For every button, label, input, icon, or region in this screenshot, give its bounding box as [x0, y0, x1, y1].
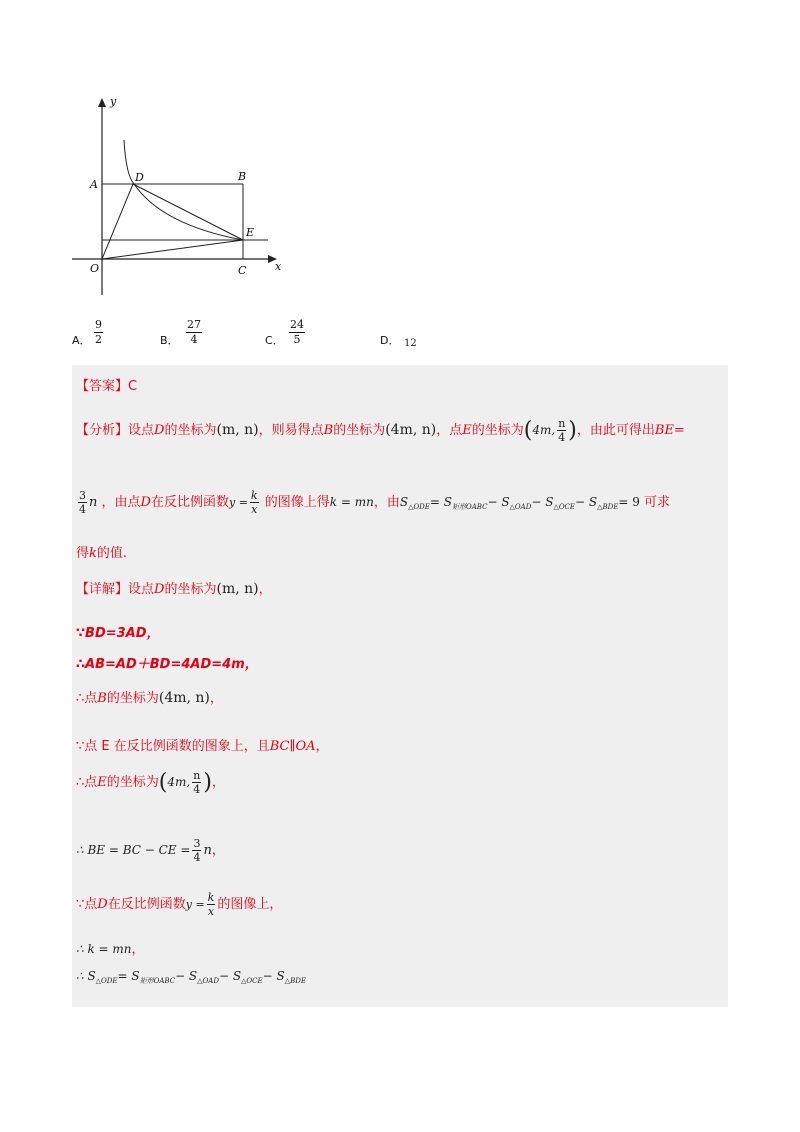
solution-panel: [72, 365, 728, 1007]
coord-e-prefix: 4m,: [532, 423, 556, 437]
answer-tag: 【答案】: [76, 379, 129, 394]
detail-line-1: [76, 578, 272, 597]
numerator: 3: [79, 489, 86, 502]
subscript: △OAD: [509, 503, 532, 511]
answer-choices: [72, 318, 492, 358]
point-b: B: [97, 691, 107, 706]
label-c: C: [238, 264, 247, 277]
analysis-tag: 【分析】: [76, 423, 129, 438]
denominator: 4: [558, 431, 566, 444]
point-d: D: [154, 582, 165, 597]
numerator: n: [193, 769, 201, 782]
detail-line-4: [76, 687, 223, 706]
k-equation: ∴ k = mn: [76, 942, 132, 956]
text: 的值.: [96, 546, 128, 561]
be-fraction: [192, 837, 201, 864]
coordinate-diagram: [62, 90, 292, 305]
detail-line-6: [76, 767, 225, 798]
subscript: 矩形OABC: [452, 503, 488, 511]
y-axis-arrow: [98, 98, 106, 107]
denominator: x: [207, 905, 215, 918]
subscript: △ODE: [95, 977, 118, 985]
be-fraction: [78, 489, 87, 516]
area-symbol: − S: [575, 495, 598, 509]
text: 在反比例函数: [150, 495, 229, 510]
area-symbol: − S: [531, 495, 554, 509]
detail-line-2: ∵BD=3AD，: [76, 626, 160, 641]
var-k: k: [89, 546, 97, 561]
choice-fraction: [289, 318, 305, 347]
area-symbol: − S: [175, 969, 198, 983]
hyperbola-curve: [124, 140, 243, 240]
text: ，点: [436, 423, 463, 438]
answer-line: [76, 375, 137, 394]
text: 的坐标为: [333, 423, 386, 438]
numerator: k: [250, 489, 258, 502]
paren-close: ): [568, 418, 577, 443]
label-x: x: [275, 260, 282, 273]
paren-open: (: [158, 770, 168, 795]
text: 的坐标为: [164, 423, 217, 438]
denominator: 4: [193, 851, 201, 864]
point-d: D: [154, 423, 165, 438]
subscript: △BDE: [597, 503, 619, 511]
text: ∵点: [76, 897, 98, 912]
analysis-line-2: [76, 487, 670, 522]
text: ∴点: [76, 775, 98, 790]
denominator: 5: [289, 332, 305, 347]
point-e: E: [462, 423, 472, 438]
area-value: = 9: [618, 495, 640, 509]
area-symbol: − S: [262, 969, 285, 983]
coord-b: (4m, n): [158, 690, 210, 706]
numerator: 9: [95, 318, 102, 331]
numerator: 24: [290, 318, 304, 331]
choice-fraction: [186, 318, 202, 347]
choice-letter: B．: [160, 334, 179, 347]
numerator: 27: [187, 318, 201, 331]
numerator: n: [558, 417, 566, 430]
choice-letter: C．: [265, 334, 284, 347]
point-d: D: [97, 897, 108, 912]
text: 的图像上，: [217, 897, 283, 912]
paren-open: (: [523, 418, 533, 443]
line-oe: [102, 240, 243, 259]
text: 设点: [128, 582, 155, 597]
denominator: 4: [79, 503, 86, 516]
text: ，: [258, 582, 272, 597]
text: 可求: [644, 495, 671, 510]
subscript: △BDE: [284, 977, 306, 985]
text: ，: [211, 775, 225, 790]
subscript: △ODE: [408, 503, 430, 511]
area-symbol: − S: [218, 969, 242, 983]
text: 在反比例函数: [107, 897, 186, 912]
analysis-line-3: [76, 542, 127, 561]
label-a: A: [90, 178, 98, 191]
coord-d: (m, n): [216, 422, 259, 438]
be-label: BE=: [654, 423, 685, 438]
answer-value: C: [128, 379, 138, 394]
choice-fraction: [94, 318, 103, 347]
denominator: 4: [186, 332, 202, 347]
coord-e-fraction: [557, 417, 566, 444]
choice-letter: A．: [72, 334, 91, 347]
text: 设点: [128, 423, 155, 438]
text: 的图像上得: [264, 495, 330, 510]
subscript: △OAD: [197, 977, 219, 985]
text: 的坐标为: [106, 691, 159, 706]
label-y: y: [110, 95, 117, 108]
choice-letter: D．: [380, 334, 400, 347]
numerator: 3: [193, 837, 201, 850]
k-equation: k = mn: [329, 495, 374, 509]
line-od: [102, 184, 133, 259]
analysis-line-1: [76, 417, 685, 444]
label-e: E: [246, 226, 255, 239]
label-o: O: [90, 262, 100, 275]
geometry-figure: [62, 90, 292, 305]
denominator: 2: [95, 333, 102, 346]
line-de: [133, 184, 243, 240]
coord-d: (m, n): [216, 581, 259, 597]
text: ，由: [373, 495, 400, 510]
point-d: D: [140, 495, 151, 510]
text: ∴点: [76, 691, 98, 706]
detail-line-10: [76, 969, 306, 986]
k-over-x: [250, 489, 259, 516]
point-b: B: [323, 423, 334, 438]
detail-line-8: [76, 890, 282, 920]
y-eq: y =: [228, 496, 248, 509]
text: 的坐标为: [471, 423, 524, 438]
paren-close: ): [203, 770, 212, 795]
area-symbol: = S: [429, 495, 453, 509]
subscript: 矩形OABC: [139, 977, 176, 985]
label-d: D: [135, 171, 144, 184]
text: ，则易得点: [258, 423, 324, 438]
area-symbol: − S: [487, 495, 510, 509]
text: ，: [131, 942, 145, 957]
subscript: △OCE: [241, 977, 263, 985]
detail-line-3: ∴AB=AD＋BD=4AD=4m，: [76, 657, 258, 672]
text: 的坐标为: [106, 775, 159, 790]
coord-e-prefix: 4m,: [167, 775, 191, 789]
text: ，: [209, 691, 223, 706]
y-eq: y =: [185, 898, 205, 911]
choice-value: 12: [404, 338, 417, 349]
text: ∵点 E 在反比例函数的图象上，且: [76, 739, 270, 754]
bc-parallel-oa: BC∥OA: [269, 739, 316, 754]
text: 的坐标为: [164, 582, 217, 597]
area-symbol: ∴ S: [76, 969, 96, 983]
text: ，由此可得出: [576, 423, 655, 438]
area-symbol: S: [399, 495, 409, 509]
var-n: n: [89, 495, 98, 510]
area-symbol: = S: [117, 969, 140, 983]
coord-e-fraction: [192, 769, 201, 796]
text: ，: [315, 739, 329, 754]
text: ，由点: [101, 495, 141, 510]
detail-tag: 【详解】: [76, 582, 129, 597]
subscript: △OCE: [553, 503, 576, 511]
numerator: k: [207, 891, 215, 904]
point-e: E: [97, 775, 107, 790]
coord-b: (4m, n): [385, 422, 437, 438]
text: ，: [211, 843, 225, 858]
detail-line-5: [76, 735, 329, 754]
denominator: x: [251, 503, 258, 516]
denominator: 4: [193, 783, 201, 796]
k-over-x: [207, 891, 216, 918]
label-b: B: [238, 170, 247, 183]
detail-line-9: [76, 938, 145, 957]
var-n: n: [203, 843, 212, 858]
text: 得: [76, 546, 90, 561]
detail-line-7: [76, 835, 225, 866]
be-equation: ∴ BE = BC − CE =: [76, 843, 191, 857]
